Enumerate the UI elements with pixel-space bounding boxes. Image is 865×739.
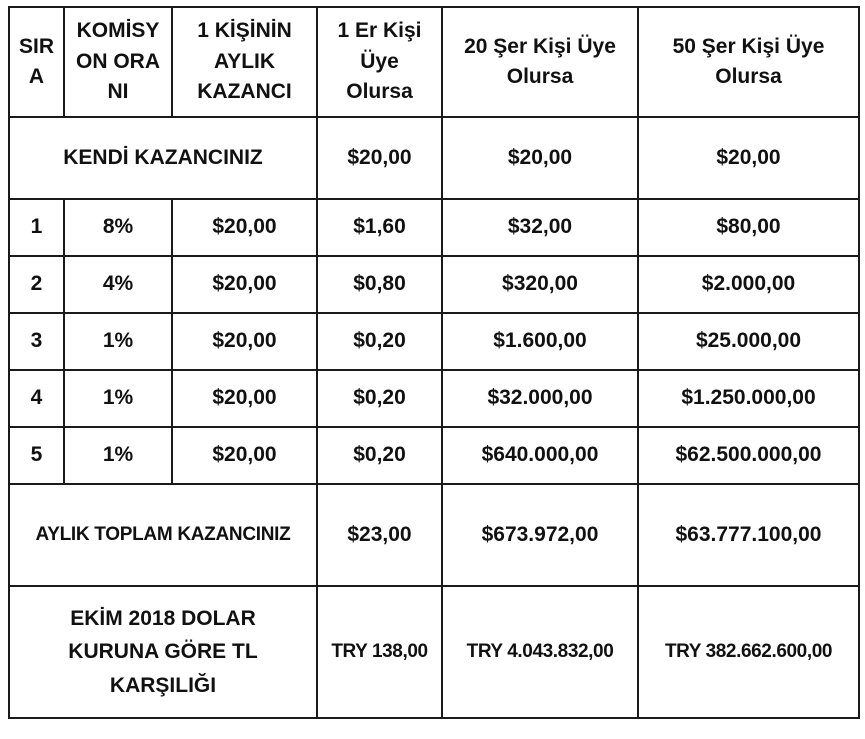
header-komisyon-orani: KOMİSYON ORANI	[64, 7, 172, 117]
level-aylik: $20,00	[172, 199, 317, 256]
table-row	[9, 427, 859, 484]
level-sira: 2	[9, 256, 64, 313]
level-50ser: $80,00	[638, 199, 859, 256]
level-50ser: $2.000,00	[638, 256, 859, 313]
commission-table	[8, 6, 860, 719]
table-row	[9, 370, 859, 427]
level-aylik: $20,00	[172, 313, 317, 370]
level-oran: 1%	[64, 313, 172, 370]
own-earnings-50ser: $20,00	[638, 117, 859, 199]
level-50ser: $62.500.000,00	[638, 427, 859, 484]
own-earnings-1er: $20,00	[317, 117, 442, 199]
monthly-total-1er: $23,00	[317, 484, 442, 586]
level-oran: 8%	[64, 199, 172, 256]
level-aylik: $20,00	[172, 256, 317, 313]
level-1er: $0,20	[317, 427, 442, 484]
table-row	[9, 313, 859, 370]
level-1er: $0,20	[317, 370, 442, 427]
level-sira: 5	[9, 427, 64, 484]
level-oran: 4%	[64, 256, 172, 313]
level-1er: $0,20	[317, 313, 442, 370]
level-sira: 4	[9, 370, 64, 427]
level-50ser: $1.250.000,00	[638, 370, 859, 427]
level-sira: 1	[9, 199, 64, 256]
level-20ser: $320,00	[442, 256, 638, 313]
level-20ser: $32,00	[442, 199, 638, 256]
try-equivalent-row	[9, 586, 859, 718]
table-row	[9, 256, 859, 313]
level-aylik: $20,00	[172, 370, 317, 427]
header-50ser-kisi: 50 Şer Kişi Üye Olursa	[638, 7, 859, 117]
header-sira: SIRA	[9, 7, 64, 117]
level-20ser: $1.600,00	[442, 313, 638, 370]
table-row	[9, 199, 859, 256]
header-aylik-kazanc: 1 KİŞİNİN AYLIK KAZANCI	[172, 7, 317, 117]
monthly-total-50ser: $63.777.100,00	[638, 484, 859, 586]
level-20ser: $32.000,00	[442, 370, 638, 427]
header-20ser-kisi: 20 Şer Kişi Üye Olursa	[442, 7, 638, 117]
try-equivalent-1er: TRY 138,00	[317, 586, 442, 718]
own-earnings-label: KENDİ KAZANCINIZ	[9, 117, 317, 199]
header-row	[9, 7, 859, 117]
level-50ser: $25.000,00	[638, 313, 859, 370]
level-20ser: $640.000,00	[442, 427, 638, 484]
own-earnings-20ser: $20,00	[442, 117, 638, 199]
level-oran: 1%	[64, 427, 172, 484]
try-equivalent-20ser: TRY 4.043.832,00	[442, 586, 638, 718]
try-equivalent-50ser: TRY 382.662.600,00	[638, 586, 859, 718]
header-1er-kisi: 1 Er Kişi Üye Olursa	[317, 7, 442, 117]
level-sira: 3	[9, 313, 64, 370]
monthly-total-row	[9, 484, 859, 586]
monthly-total-label: AYLIK TOPLAM KAZANCINIZ	[9, 484, 317, 586]
own-earnings-row	[9, 117, 859, 199]
level-aylik: $20,00	[172, 427, 317, 484]
level-oran: 1%	[64, 370, 172, 427]
level-1er: $1,60	[317, 199, 442, 256]
try-equivalent-label: EKİM 2018 DOLAR KURUNA GÖRE TL KARŞILIĞI	[9, 586, 317, 718]
level-1er: $0,80	[317, 256, 442, 313]
monthly-total-20ser: $673.972,00	[442, 484, 638, 586]
